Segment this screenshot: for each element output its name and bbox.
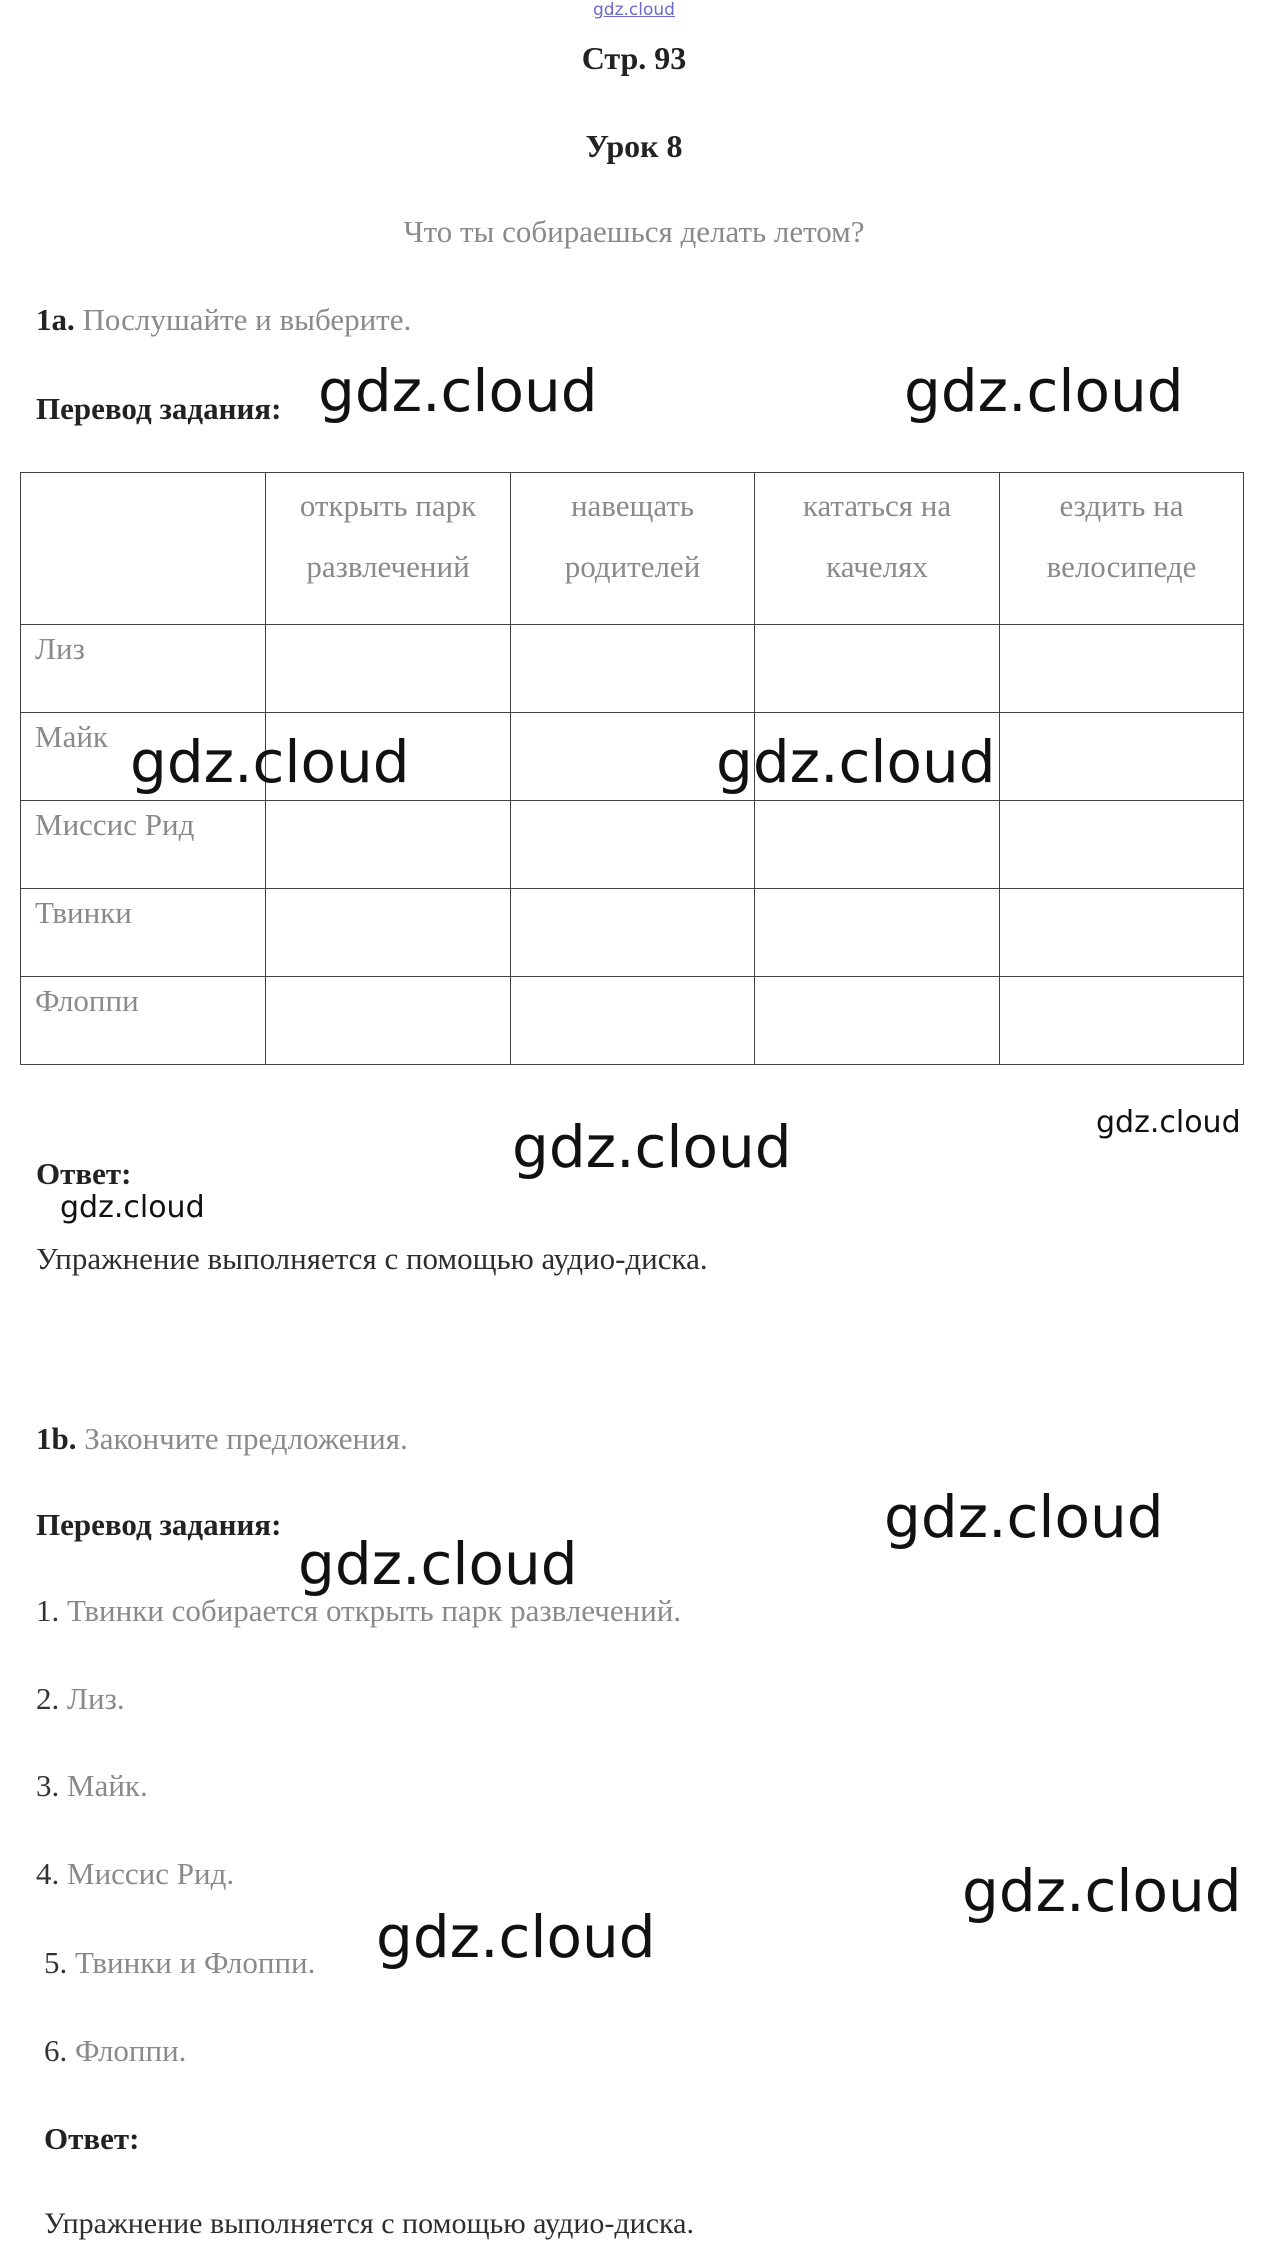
task-1b-instruction: Закончите предложения. [84, 1421, 408, 1456]
table-cell [511, 625, 755, 713]
task-1b-number: 1b. [36, 1421, 77, 1456]
table-row [21, 801, 1244, 889]
table-corner-cell [21, 473, 266, 625]
watermark: gdz.cloud [1096, 1105, 1241, 1140]
watermark: gdz.cloud [298, 1530, 578, 1598]
list-item: 4. Миссис Рид. [36, 1856, 235, 1891]
watermark: gdz.cloud [60, 1190, 205, 1225]
lesson-subtitle: Что ты собираешься делать летом? [403, 214, 865, 249]
watermark: gdz.cloud [962, 1857, 1242, 1925]
task-1b-translation-label: Перевод задания: [36, 1507, 282, 1542]
table-cell [1000, 977, 1244, 1065]
table-row-label: Флоппи [21, 977, 266, 1065]
list-item: 1. Твинки собирается открыть парк развлечений. [36, 1593, 682, 1628]
watermark: gdz.cloud [318, 357, 598, 425]
task-1b-answer-text: Упражнение выполняется с помощью аудио-диска. [44, 2207, 694, 2240]
table-cell [755, 889, 1000, 977]
table-cell [266, 889, 511, 977]
table-header-row [21, 473, 1244, 625]
watermark: gdz.cloud [884, 1483, 1164, 1551]
watermark: gdz.cloud [376, 1903, 656, 1971]
table-row [21, 889, 1244, 977]
table-row-label: Майк [21, 713, 266, 801]
task-1a-number: 1a. [36, 302, 75, 337]
list-item: 3. Майк. [36, 1768, 148, 1803]
task-1a-heading [36, 301, 411, 338]
table-header-cell: кататься на качелях [755, 473, 1000, 625]
list-item: 2. Лиз. [36, 1681, 125, 1716]
table-cell [266, 625, 511, 713]
table-cell [511, 801, 755, 889]
lesson-title: Урок 8 [585, 128, 683, 164]
table-cell [1000, 889, 1244, 977]
table-header-cell: открыть парк развлечений [266, 473, 511, 625]
table-row-label: Лиз [21, 625, 266, 713]
page-title: Стр. 93 [581, 40, 687, 76]
list-item: 5. Твинки и Флоппи. [44, 1945, 316, 1980]
table-cell [1000, 625, 1244, 713]
table-row-label: Миссис Рид [21, 801, 266, 889]
task-1b-heading [36, 1420, 408, 1457]
list-item: 6. Флоппи. [44, 2033, 187, 2068]
table-row [21, 977, 1244, 1065]
table-cell [511, 977, 755, 1065]
task-1a-instruction: Послушайте и выберите. [82, 302, 412, 337]
task-1a-answer-text: Упражнение выполняется с помощью аудио-диска. [36, 1241, 708, 1276]
table-header-cell: ездить на велосипеде [1000, 473, 1244, 625]
table-cell [1000, 713, 1244, 801]
watermark: gdz.cloud [130, 728, 410, 796]
watermark: gdz.cloud [716, 728, 996, 796]
watermark: gdz.cloud [512, 1113, 792, 1181]
table-cell [266, 977, 511, 1065]
task-1a-translation-label: Перевод задания: [36, 391, 282, 426]
table-cell [1000, 801, 1244, 889]
table-header-cell: навещать родителей [511, 473, 755, 625]
task-1b-answer-label: Ответ: [44, 2121, 140, 2156]
watermark: gdz.cloud [904, 357, 1184, 425]
table-row [21, 625, 1244, 713]
table-cell [266, 801, 511, 889]
table-cell [755, 625, 1000, 713]
table-cell [755, 801, 1000, 889]
table-row-label: Твинки [21, 889, 266, 977]
table-cell [511, 889, 755, 977]
top-link[interactable]: gdz.cloud [593, 0, 675, 20]
task-1a-answer-label: Ответ: [36, 1156, 132, 1191]
table-cell [755, 977, 1000, 1065]
